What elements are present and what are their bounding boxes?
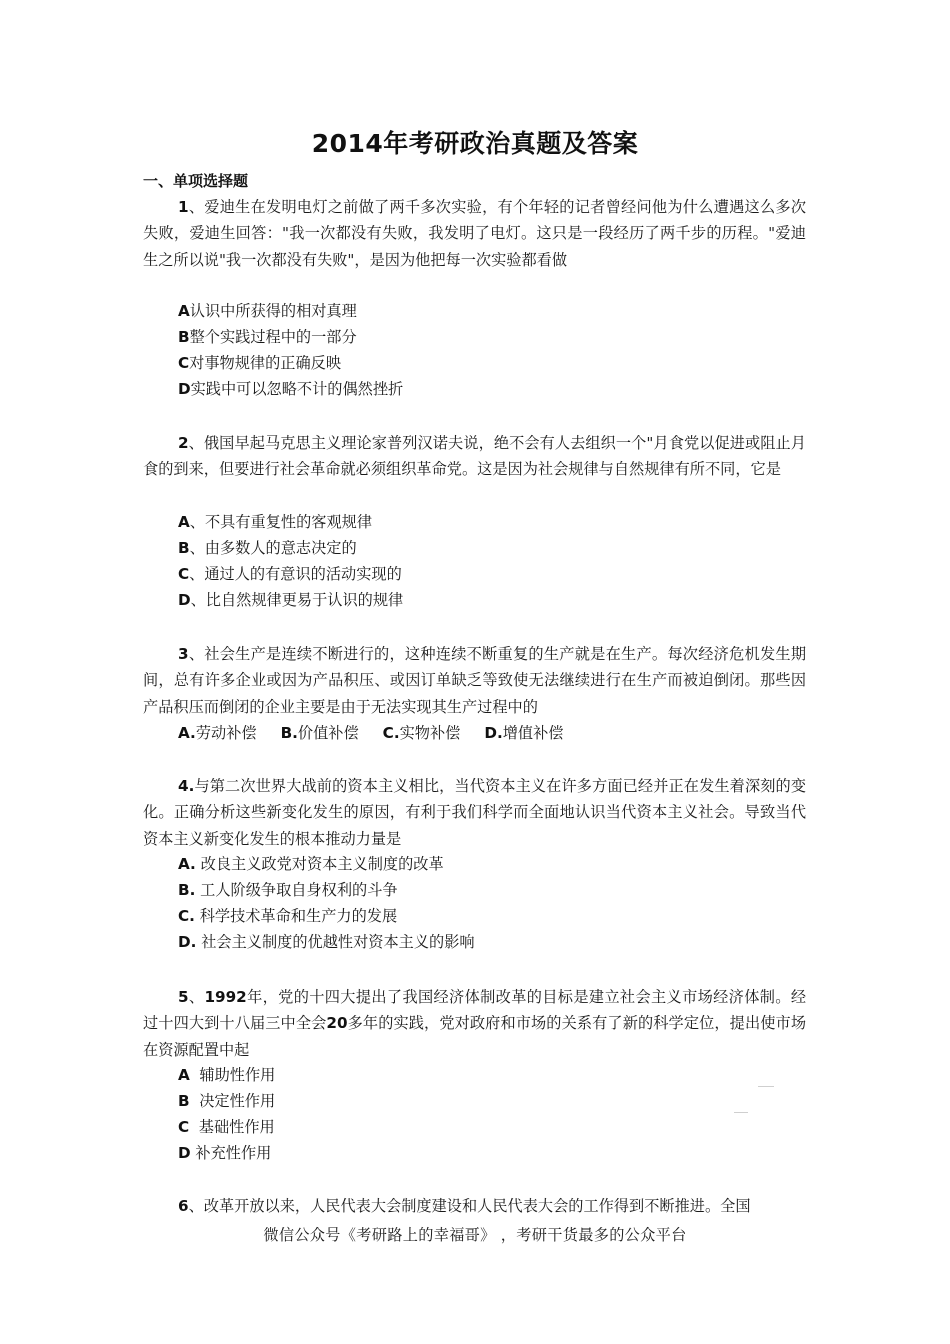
question-text: 俄国早起马克思主义理论家普列汉诺夫说，绝不会有人去组织一个"月食党以促进或阻止月食的到来，但要进行社会革命就必须组织革命党。这是因为社会规律与自然规律有所不同，它是 [143, 434, 806, 479]
option-c: C 基础性作用 [178, 1118, 275, 1136]
section-heading: 一、单项选择题 [143, 172, 249, 190]
years-count: 20 [326, 1014, 348, 1033]
option-d: D. 社会主义制度的优越性对资本主义的影响 [178, 933, 475, 951]
options-row [178, 720, 563, 746]
option-d: D实践中可以忽略不计的偶然挫折 [178, 380, 404, 398]
option-a: A. 改良主义政党对资本主义制度的改革 [178, 855, 444, 873]
question-text: 爱迪生在发明电灯之前做了两千多次实验，有个年轻的记者曾经问他为什么遭遇这么多次失败，爱迪生回答："我一次都没有失败，我发明了电灯。这只是一段经历了两千步的历程。"爱迪生之所以说"我一次都没有失败"，是因为他把每一次实验都看做 [143, 198, 807, 269]
question-6: 6、改革开放以来，人民代表大会制度建设和人民代表大会的工作得到不断推进。全国 [178, 1197, 751, 1215]
document-title: 2014年考研政治真题及答案 [311, 129, 639, 158]
option-d: D、比自然规律更易于认识的规律 [178, 591, 404, 609]
question-number: 3 [178, 645, 189, 663]
question-number: 4. [178, 777, 195, 795]
question-5: 5、1992年，党的十四大提出了我国经济体制改革的目标是建立社会主义市场经济体制。经过十四大到十八届三中全会20多年的实践，党对政府和市场的关系有了新的科学定位，提出使市场在资源配置中起 [143, 988, 807, 1059]
option-b: B、由多数人的意志决定的 [178, 539, 357, 557]
question-4 [143, 773, 806, 852]
option-b: B.价值补偿 [280, 724, 359, 742]
question-3: 3、社会生产是连续不断进行的，这种连续不断重复的生产就是在生产。每次经济危机发生期间，总有许多企业或因为产品积压、或因订单缺乏等致使无法继续进行在生产而被迫倒闭。那些因产品积压而倒闭的企业主要是由于无法实现其生产过程中的 [143, 645, 807, 716]
option-c: C.实物补偿 [382, 724, 461, 742]
question-text: 社会生产是连续不断进行的，这种连续不断重复的生产就是在生产。每次经济危机发生期间，总有许多企业或因为产品积压、或因订单缺乏等致使无法继续进行在生产而被迫倒闭。那些因产品积压而倒闭的企业主要是由于无法实现其生产过程中的 [143, 645, 807, 716]
option-a: A 辅助性作用 [178, 1066, 276, 1084]
question-1: 1、爱迪生在发明电灯之前做了两千多次实验，有个年轻的记者曾经问他为什么遭遇这么多次失败，爱迪生回答："我一次都没有失败，我发明了电灯。这只是一段经历了两千步的历程。"爱迪生之所以说"我一次都没有失败"，是因为他把每一次实验都看做 [143, 198, 807, 269]
year: 1992 [204, 988, 247, 1006]
option-a: A认识中所获得的相对真理 [178, 302, 357, 320]
option-c: C. 科学技术革命和生产力的发展 [178, 907, 398, 925]
question-text: 与第二次世界大战前的资本主义相比，当代资本主义在许多方面已经并正在发生着深刻的变化。正确分析这些新变化发生的原因，有利于我们科学而全面地认识当代资本主义社会。导致当代资本主义新变化发生的根本推动力量是 [143, 777, 806, 848]
scan-speck [734, 1112, 748, 1113]
option-b: B整个实践过程中的一部分 [178, 328, 357, 346]
option-d: D.增值补偿 [484, 724, 564, 742]
scan-speck [758, 1086, 774, 1087]
question-number: 5 [178, 988, 189, 1006]
option-b: B. 工人阶级争取自身权利的斗争 [178, 881, 398, 899]
option-c: C对事物规律的正确反映 [178, 354, 342, 372]
question-number: 1 [178, 198, 189, 216]
question-number: 2 [178, 434, 189, 452]
footer-watermark: 微信公众号《考研路上的幸福哥》 ，考研干货最多的公众平台 [263, 1226, 687, 1244]
question-2: 2、俄国早起马克思主义理论家普列汉诺夫说，绝不会有人去组织一个"月食党以促进或阻止月食的到来，但要进行社会革命就必须组织革命党。这是因为社会规律与自然规律有所不同，它是 [143, 434, 806, 479]
option-c: C、通过人的有意识的活动实现的 [178, 565, 402, 583]
option-b: B 决定性作用 [178, 1092, 276, 1110]
question-text: 改革开放以来，人民代表大会制度建设和人民代表大会的工作得到不断推进。全国 [203, 1197, 751, 1215]
option-a: A.劳动补偿 [178, 724, 257, 742]
question-number: 6 [178, 1197, 189, 1215]
option-a: A、不具有重复性的客观规律 [178, 513, 373, 531]
option-d: D 补充性作用 [178, 1144, 272, 1162]
